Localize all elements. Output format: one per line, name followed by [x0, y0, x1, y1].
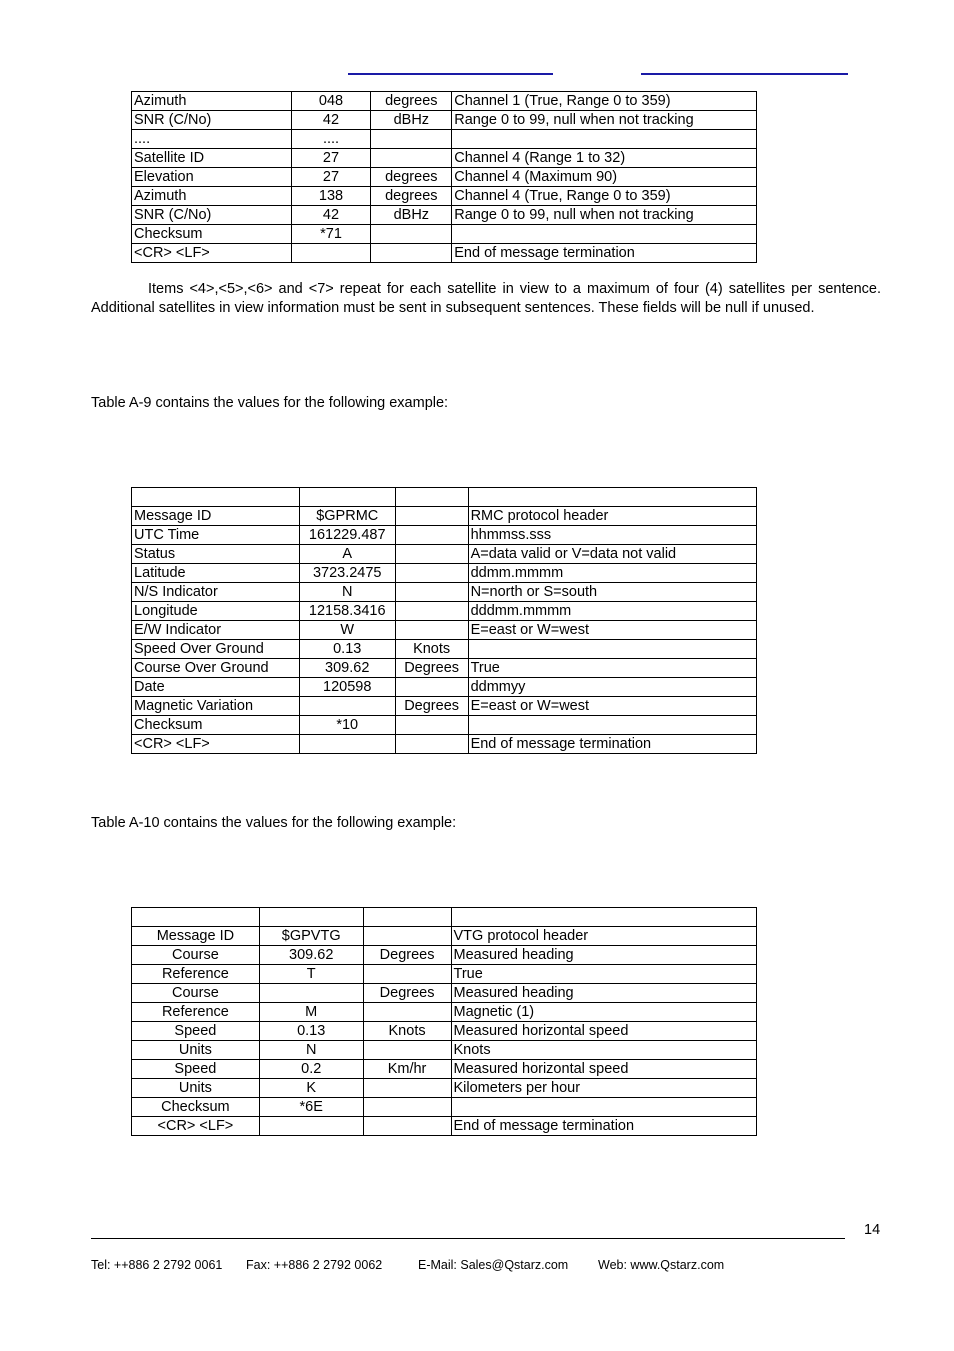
- table-cell: [363, 927, 451, 946]
- table-row: [132, 1098, 757, 1117]
- table-row: [132, 1041, 757, 1060]
- table-cell: E=east or W=west: [468, 697, 756, 716]
- table-row: [132, 187, 757, 206]
- table-cell: K: [259, 1079, 363, 1098]
- table-cell: Channel 4 (Maximum 90): [452, 168, 757, 187]
- table-cell: Elevation: [132, 168, 292, 187]
- table-cell: Latitude: [132, 564, 300, 583]
- table-cell: Status: [132, 545, 300, 564]
- table-row: [132, 908, 757, 927]
- table-row: [132, 1022, 757, 1041]
- table-row: [132, 1003, 757, 1022]
- table-cell: Reference: [132, 965, 260, 984]
- table-cell: [395, 621, 468, 640]
- table-cell: Range 0 to 99, null when not tracking: [452, 206, 757, 225]
- table-cell: <CR> <LF>: [132, 244, 292, 263]
- table-cell: End of message termination: [468, 735, 756, 754]
- table-cell: Azimuth: [132, 92, 292, 111]
- table-row: [132, 244, 757, 263]
- table-cell: degrees: [371, 168, 452, 187]
- table-cell: 12158.3416: [299, 602, 395, 621]
- table-cell: 0.13: [299, 640, 395, 659]
- table-row: [132, 659, 757, 678]
- table-cell: [259, 984, 363, 1003]
- table-cell: [363, 1098, 451, 1117]
- table-cell: [395, 488, 468, 507]
- table-row: [132, 168, 757, 187]
- table-cell: Reference: [132, 1003, 260, 1022]
- table-cell: ....: [291, 130, 371, 149]
- table-cell: 0.2: [259, 1060, 363, 1079]
- table-row: [132, 678, 757, 697]
- table-row: [132, 583, 757, 602]
- page-number: 14: [864, 1222, 881, 1238]
- table-cell: Date: [132, 678, 300, 697]
- table-cell: [395, 526, 468, 545]
- table-cell: E/W Indicator: [132, 621, 300, 640]
- table-cell: [363, 1041, 451, 1060]
- table-cell: Degrees: [363, 984, 451, 1003]
- table-cell: 42: [291, 111, 371, 130]
- table-cell: ....: [132, 130, 292, 149]
- table-cell: Azimuth: [132, 187, 292, 206]
- table-cell: N/S Indicator: [132, 583, 300, 602]
- table-cell: [259, 1117, 363, 1136]
- table-row: [132, 1060, 757, 1079]
- table-cell: Units: [132, 1041, 260, 1060]
- table-cell: [451, 1098, 757, 1117]
- table-cell: Measured horizontal speed: [451, 1060, 757, 1079]
- table-row: [132, 545, 757, 564]
- table-cell: Measured horizontal speed: [451, 1022, 757, 1041]
- table-row: [132, 225, 757, 244]
- table-cell: End of message termination: [451, 1117, 757, 1136]
- table-cell: [371, 225, 452, 244]
- table-cell: [395, 678, 468, 697]
- table-cell: [468, 716, 756, 735]
- table-cell: True: [451, 965, 757, 984]
- table-row: [132, 735, 757, 754]
- table-cell: N: [299, 583, 395, 602]
- table-cell: 27: [291, 149, 371, 168]
- table-cell: T: [259, 965, 363, 984]
- footer-web: Web: www.Qstarz.com: [598, 1258, 725, 1272]
- table-cell: [395, 564, 468, 583]
- table-cell: E=east or W=west: [468, 621, 756, 640]
- table-row: [132, 716, 757, 735]
- table-cell: [363, 965, 451, 984]
- table-row: [132, 1117, 757, 1136]
- table-cell: [395, 545, 468, 564]
- table-cell: Measured heading: [451, 946, 757, 965]
- footer-fax: Fax: ++886 2 2792 0062: [246, 1258, 383, 1272]
- table-cell: [452, 225, 757, 244]
- table-cell: Speed Over Ground: [132, 640, 300, 659]
- table-a8-continued: [131, 91, 757, 263]
- table-row: [132, 965, 757, 984]
- repeat-note-paragraph: Items <4>,<5>,<6> and <7> repeat for each satellite in view to a maximum of four (4) satellites per sentence. Additional satellites in view information must be sent in subsequent sentences. These fields will be null if unused.: [91, 281, 881, 316]
- table-cell: A: [299, 545, 395, 564]
- table-cell: Measured heading: [451, 984, 757, 1003]
- table-cell: Channel 1 (True, Range 0 to 359): [452, 92, 757, 111]
- table-row: [132, 602, 757, 621]
- table-cell: Degrees: [395, 697, 468, 716]
- table-row: [132, 927, 757, 946]
- table-cell: N=north or S=south: [468, 583, 756, 602]
- table-cell: [395, 507, 468, 526]
- table-row: [132, 206, 757, 225]
- table-cell: 0.13: [259, 1022, 363, 1041]
- table-cell: Channel 4 (True, Range 0 to 359): [452, 187, 757, 206]
- caption-table-a10: Table A-10 contains the values for the following example:: [91, 815, 457, 831]
- table-cell: [371, 149, 452, 168]
- table-cell: RMC protocol header: [468, 507, 756, 526]
- footer-rule: [91, 1238, 845, 1239]
- table-cell: Checksum: [132, 225, 292, 244]
- table-cell: [299, 488, 395, 507]
- table-cell: hhmmss.sss: [468, 526, 756, 545]
- table-cell: [468, 488, 756, 507]
- header-rule-left: [348, 73, 553, 75]
- table-cell: Degrees: [395, 659, 468, 678]
- table-cell: [259, 908, 363, 927]
- table-cell: 120598: [299, 678, 395, 697]
- table-cell: 309.62: [259, 946, 363, 965]
- table-cell: [371, 130, 452, 149]
- table-row: [132, 946, 757, 965]
- table-row: [132, 984, 757, 1003]
- table-row: [132, 111, 757, 130]
- table-cell: <CR> <LF>: [132, 735, 300, 754]
- table-cell: [395, 583, 468, 602]
- table-cell: [132, 488, 300, 507]
- footer-tel: Tel: ++886 2 2792 0061: [91, 1258, 223, 1272]
- table-cell: 161229.487: [299, 526, 395, 545]
- table-cell: True: [468, 659, 756, 678]
- table-cell: $GPVTG: [259, 927, 363, 946]
- caption-table-a9: Table A-9 contains the values for the following example:: [91, 395, 449, 411]
- table-cell: [371, 244, 452, 263]
- table-row: [132, 507, 757, 526]
- table-cell: <CR> <LF>: [132, 1117, 260, 1136]
- table-cell: SNR (C/No): [132, 111, 292, 130]
- table-cell: [468, 640, 756, 659]
- table-cell: [395, 735, 468, 754]
- table-cell: [395, 602, 468, 621]
- table-cell: Longitude: [132, 602, 300, 621]
- table-cell: Speed: [132, 1060, 260, 1079]
- table-cell: End of message termination: [452, 244, 757, 263]
- table-cell: Checksum: [132, 1098, 260, 1117]
- table-cell: Degrees: [363, 946, 451, 965]
- table-cell: UTC Time: [132, 526, 300, 545]
- table-cell: $GPRMC: [299, 507, 395, 526]
- table-cell: Knots: [395, 640, 468, 659]
- table-row: [132, 488, 757, 507]
- table-cell: dBHz: [371, 111, 452, 130]
- table-cell: [451, 908, 757, 927]
- table-cell: Km/hr: [363, 1060, 451, 1079]
- table-cell: [299, 697, 395, 716]
- table-cell: [363, 1003, 451, 1022]
- table-row: [132, 640, 757, 659]
- table-row: [132, 526, 757, 545]
- table-cell: ddmmyy: [468, 678, 756, 697]
- table-row: [132, 92, 757, 111]
- table-cell: degrees: [371, 187, 452, 206]
- table-cell: 42: [291, 206, 371, 225]
- table-cell: Message ID: [132, 927, 260, 946]
- table-cell: N: [259, 1041, 363, 1060]
- table-cell: M: [259, 1003, 363, 1022]
- table-cell: [363, 1117, 451, 1136]
- table-cell: [132, 908, 260, 927]
- table-cell: [291, 244, 371, 263]
- table-row: [132, 149, 757, 168]
- table-cell: Magnetic Variation: [132, 697, 300, 716]
- table-cell: 27: [291, 168, 371, 187]
- table-cell: [452, 130, 757, 149]
- table-cell: [363, 908, 451, 927]
- table-cell: dddmm.mmmm: [468, 602, 756, 621]
- table-cell: W: [299, 621, 395, 640]
- table-cell: dBHz: [371, 206, 452, 225]
- table-cell: Knots: [451, 1041, 757, 1060]
- table-a10-gpvtg: [131, 907, 757, 1136]
- table-cell: Units: [132, 1079, 260, 1098]
- table-cell: [299, 735, 395, 754]
- table-cell: Course: [132, 946, 260, 965]
- table-cell: ddmm.mmmm: [468, 564, 756, 583]
- table-cell: 138: [291, 187, 371, 206]
- table-cell: degrees: [371, 92, 452, 111]
- table-cell: Speed: [132, 1022, 260, 1041]
- table-cell: Course: [132, 984, 260, 1003]
- table-cell: VTG protocol header: [451, 927, 757, 946]
- table-cell: Range 0 to 99, null when not tracking: [452, 111, 757, 130]
- table-cell: Magnetic (1): [451, 1003, 757, 1022]
- table-cell: Kilometers per hour: [451, 1079, 757, 1098]
- table-cell: *71: [291, 225, 371, 244]
- table-row: [132, 564, 757, 583]
- footer-email: E-Mail: Sales@Qstarz.com: [418, 1258, 569, 1272]
- table-cell: Course Over Ground: [132, 659, 300, 678]
- table-cell: Checksum: [132, 716, 300, 735]
- table-row: [132, 621, 757, 640]
- table-cell: Knots: [363, 1022, 451, 1041]
- table-row: [132, 1079, 757, 1098]
- table-cell: 3723.2475: [299, 564, 395, 583]
- table-cell: Channel 4 (Range 1 to 32): [452, 149, 757, 168]
- table-row: [132, 697, 757, 716]
- table-cell: SNR (C/No): [132, 206, 292, 225]
- table-cell: A=data valid or V=data not valid: [468, 545, 756, 564]
- header-rule-right: [641, 73, 848, 75]
- table-cell: *6E: [259, 1098, 363, 1117]
- table-cell: *10: [299, 716, 395, 735]
- table-cell: Satellite ID: [132, 149, 292, 168]
- table-cell: [395, 716, 468, 735]
- table-row: [132, 130, 757, 149]
- table-a9-gprmc: [131, 487, 757, 754]
- table-cell: 309.62: [299, 659, 395, 678]
- table-cell: Message ID: [132, 507, 300, 526]
- table-cell: 048: [291, 92, 371, 111]
- table-cell: [363, 1079, 451, 1098]
